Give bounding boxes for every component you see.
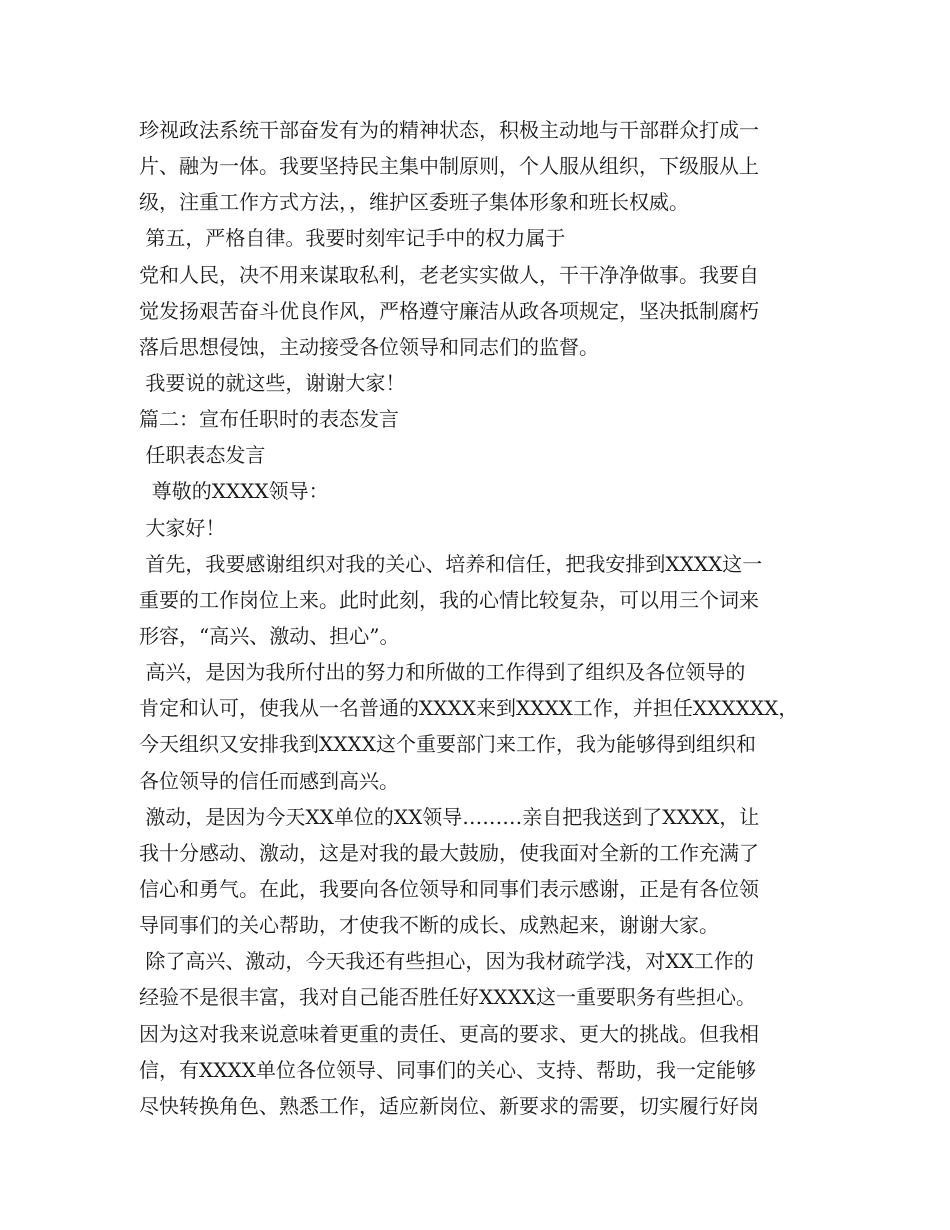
section-heading: 篇二：宣布任职时的表态发言 xyxy=(139,407,399,432)
salutation: 尊敬的XXXX领导： xyxy=(139,479,329,504)
text-line: 首先，我要感谢组织对我的关心、培养和信任，把我安排到XXXX这一 xyxy=(139,551,763,576)
speech-title: 任职表态发言 xyxy=(139,443,266,468)
text-line: 经验不是很丰富，我对自己能否胜任好XXXX这一重要职务有些担心。 xyxy=(139,985,756,1010)
text-line: 导同事们的关心帮助，才使我不断的成长、成熟起来，谢谢大家。 xyxy=(139,913,719,938)
text-line: 形容，“高兴、激动、担心”。 xyxy=(139,623,400,648)
text-line: 落后思想侵蚀，主动接受各位领导和同志们的监督。 xyxy=(139,334,599,359)
text-line: 肯定和认可，使我从一名普通的XXXX来到XXXX工作，并担任XXXXXX， xyxy=(139,696,799,721)
text-line: 高兴，是因为我所付出的努力和所做的工作得到了组织及各位领导的 xyxy=(139,660,746,685)
text-line: 今天组织又安排我到XXXX这个重要部门来工作，我为能够得到组织和 xyxy=(139,732,756,757)
text-line: 因为这对我来说意味着更重的责任、更高的要求、更大的挑战。但我相 xyxy=(139,1021,759,1046)
text-line: 片、融为一体。我要坚持民主集中制原则，个人服从组织，下级服从上 xyxy=(139,154,759,179)
text-line: 激动，是因为今天XX单位的XX领导………亲自把我送到了XXXX，让 xyxy=(139,804,760,829)
text-line: 重要的工作岗位上来。此时此刻，我的心情比较复杂，可以用三个词来 xyxy=(139,587,759,612)
text-line: 党和人民，决不用来谋取私利，老老实实做人，干干净净做事。我要自 xyxy=(139,262,759,287)
greeting: 大家好！ xyxy=(139,515,226,540)
text-line: 信，有XXXX单位各位领导、同事们的关心、支持、帮助，我一定能够 xyxy=(139,1057,756,1082)
text-line: 觉发扬艰苦奋斗优良作风，严格遵守廉洁从政各项规定，坚决抵制腐朽 xyxy=(139,298,759,323)
text-line: 尽快转换角色、熟悉工作，适应新岗位、新要求的需要，切实履行好岗 xyxy=(139,1093,759,1118)
text-line: 第五，严格自律。我要时刻牢记手中的权力属于 xyxy=(139,226,566,251)
text-line: 我十分感动、激动，这是对我的最大鼓励，使我面对全新的工作充满了 xyxy=(139,840,759,865)
text-line: 我要说的就这些，谢谢大家！ xyxy=(139,370,406,395)
text-line: 各位领导的信任而感到高兴。 xyxy=(139,768,399,793)
document-body xyxy=(139,112,819,1124)
text-line: 除了高兴、激动，今天我还有些担心，因为我材疏学浅，对XX工作的 xyxy=(139,949,754,974)
text-line: 级，注重工作方式方法，，维护区委班子集体形象和班长权威。 xyxy=(139,190,689,215)
text-line: 信心和勇气。在此，我要向各位领导和同事们表示感谢，正是有各位领 xyxy=(139,876,759,901)
text-line: 珍视政法系统干部奋发有为的精神状态，积极主动地与干部群众打成一 xyxy=(139,118,759,142)
